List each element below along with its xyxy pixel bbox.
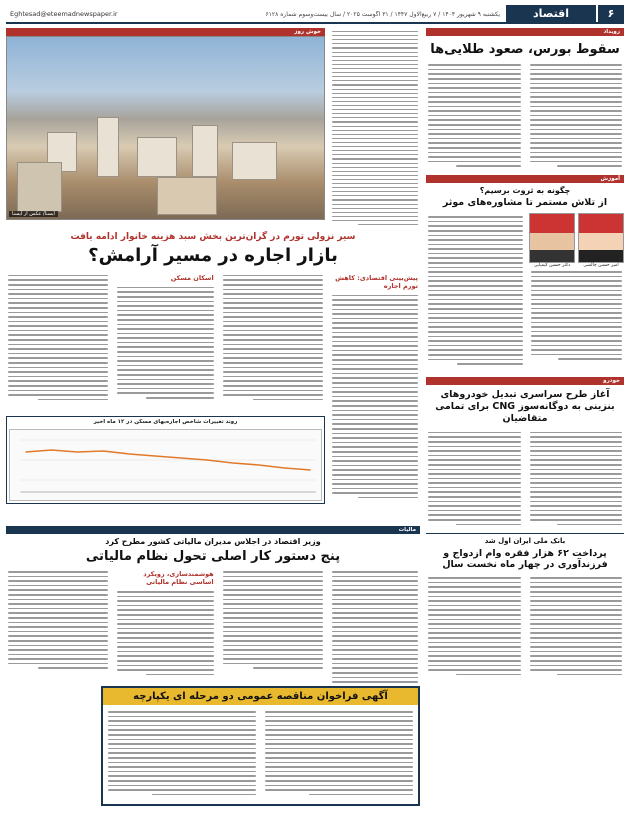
ad-title: آگهی فراخوان مناقصه عمومی دو مرحله ای یکپارچه (103, 688, 418, 705)
tender-ad (101, 686, 420, 806)
section-tag-khodro: خودرو (426, 377, 624, 385)
city-photo (6, 36, 325, 220)
section-tag-rooydad: رویداد (426, 28, 624, 36)
headline-tax: پنج دستور کار اصلی تحول نظام مالیاتی (85, 548, 341, 564)
page-number: ۶ (598, 5, 624, 23)
headline-rent: بازار اجاره در مسیر آرامش؟ (88, 245, 338, 267)
section-title: اقتصاد (506, 5, 596, 23)
kicker-rent: سیر نزولی تورم در گران‌ترین بخش سبد هزینه خانوار ادامه یافت (70, 232, 356, 242)
headline-bourse: سقوط بورس، صعود طلایی‌ها (430, 42, 620, 57)
subhead-housing: اسکان مسکن (170, 273, 214, 282)
portrait-photo-2 (529, 213, 575, 263)
kicker-tax: وزیر اقتصاد در اجلاس مدیران مالیاتی کشور مطرح کرد (105, 536, 321, 546)
section-tag-maliat: مالیات (6, 526, 420, 534)
headline-wealth: از تلاش مستمر تا مشاوره‌های موثر (442, 197, 608, 209)
rent-chart-box (6, 416, 325, 504)
portrait-caption-2: دکتر حسین کیمیایی (533, 263, 571, 269)
photo-credit: ایسنا/ عکس از ایسنا (9, 211, 58, 217)
subhead-forecast: پیش‌بینی اقتصادی: کاهش تورم اجاره (335, 273, 418, 290)
date-line: یکشنبه ۹ شهریور ۱۴۰۴ / ۷ ربیع‌الاول ۱۴۴۷ / ۳۱ آگوست ۲۰۲۵ / سال بیست‌وسوم شماره ۶۱۲۸ (265, 10, 500, 18)
section-tag-photo: خوش روز (6, 28, 325, 36)
story-side-text (330, 28, 420, 228)
headline-bank-melli: پرداخت ۶۲ هزار فقره وام ازدواج و فرزندآوری در چهار ماه نخست سال (442, 547, 608, 571)
headline-cng: آغاز طرح سراسری تبدیل خودروهای بنزینی به دوگانه‌سوز CNG برای تمامی متقاضیان (435, 389, 615, 424)
story-cng-body (426, 429, 624, 529)
right-column (426, 28, 624, 814)
kicker-wealth: چگونه به ثروت برسیم؟ (479, 186, 571, 196)
rent-chart-svg (10, 430, 321, 500)
masthead (6, 6, 624, 24)
left-column (6, 28, 420, 814)
subhead-tax-smart: هوشمندسازی، رویکرد اساسی نظام مالیاتی (143, 570, 214, 586)
story-wealth (426, 213, 624, 373)
chart-title: روند تغییرات شاخص اجاره‌بهای مسکن در ۱۲ ماه اخیر (93, 418, 238, 425)
portrait-caption-1: امیر حسین چالشی (583, 263, 619, 269)
kicker-bank-melli: بانک ملی ایران اول شد (484, 536, 566, 545)
portrait-photo-1 (578, 213, 624, 263)
section-tag-amoozesh: آموزش (426, 175, 624, 183)
email-address[interactable]: Eghtesad@eteemadnewspaper.ir (10, 10, 118, 18)
rent-chart (9, 429, 322, 501)
story-bourse-body (426, 61, 624, 171)
story-bank-melli-body (426, 574, 624, 684)
story-rent-body (6, 272, 420, 522)
